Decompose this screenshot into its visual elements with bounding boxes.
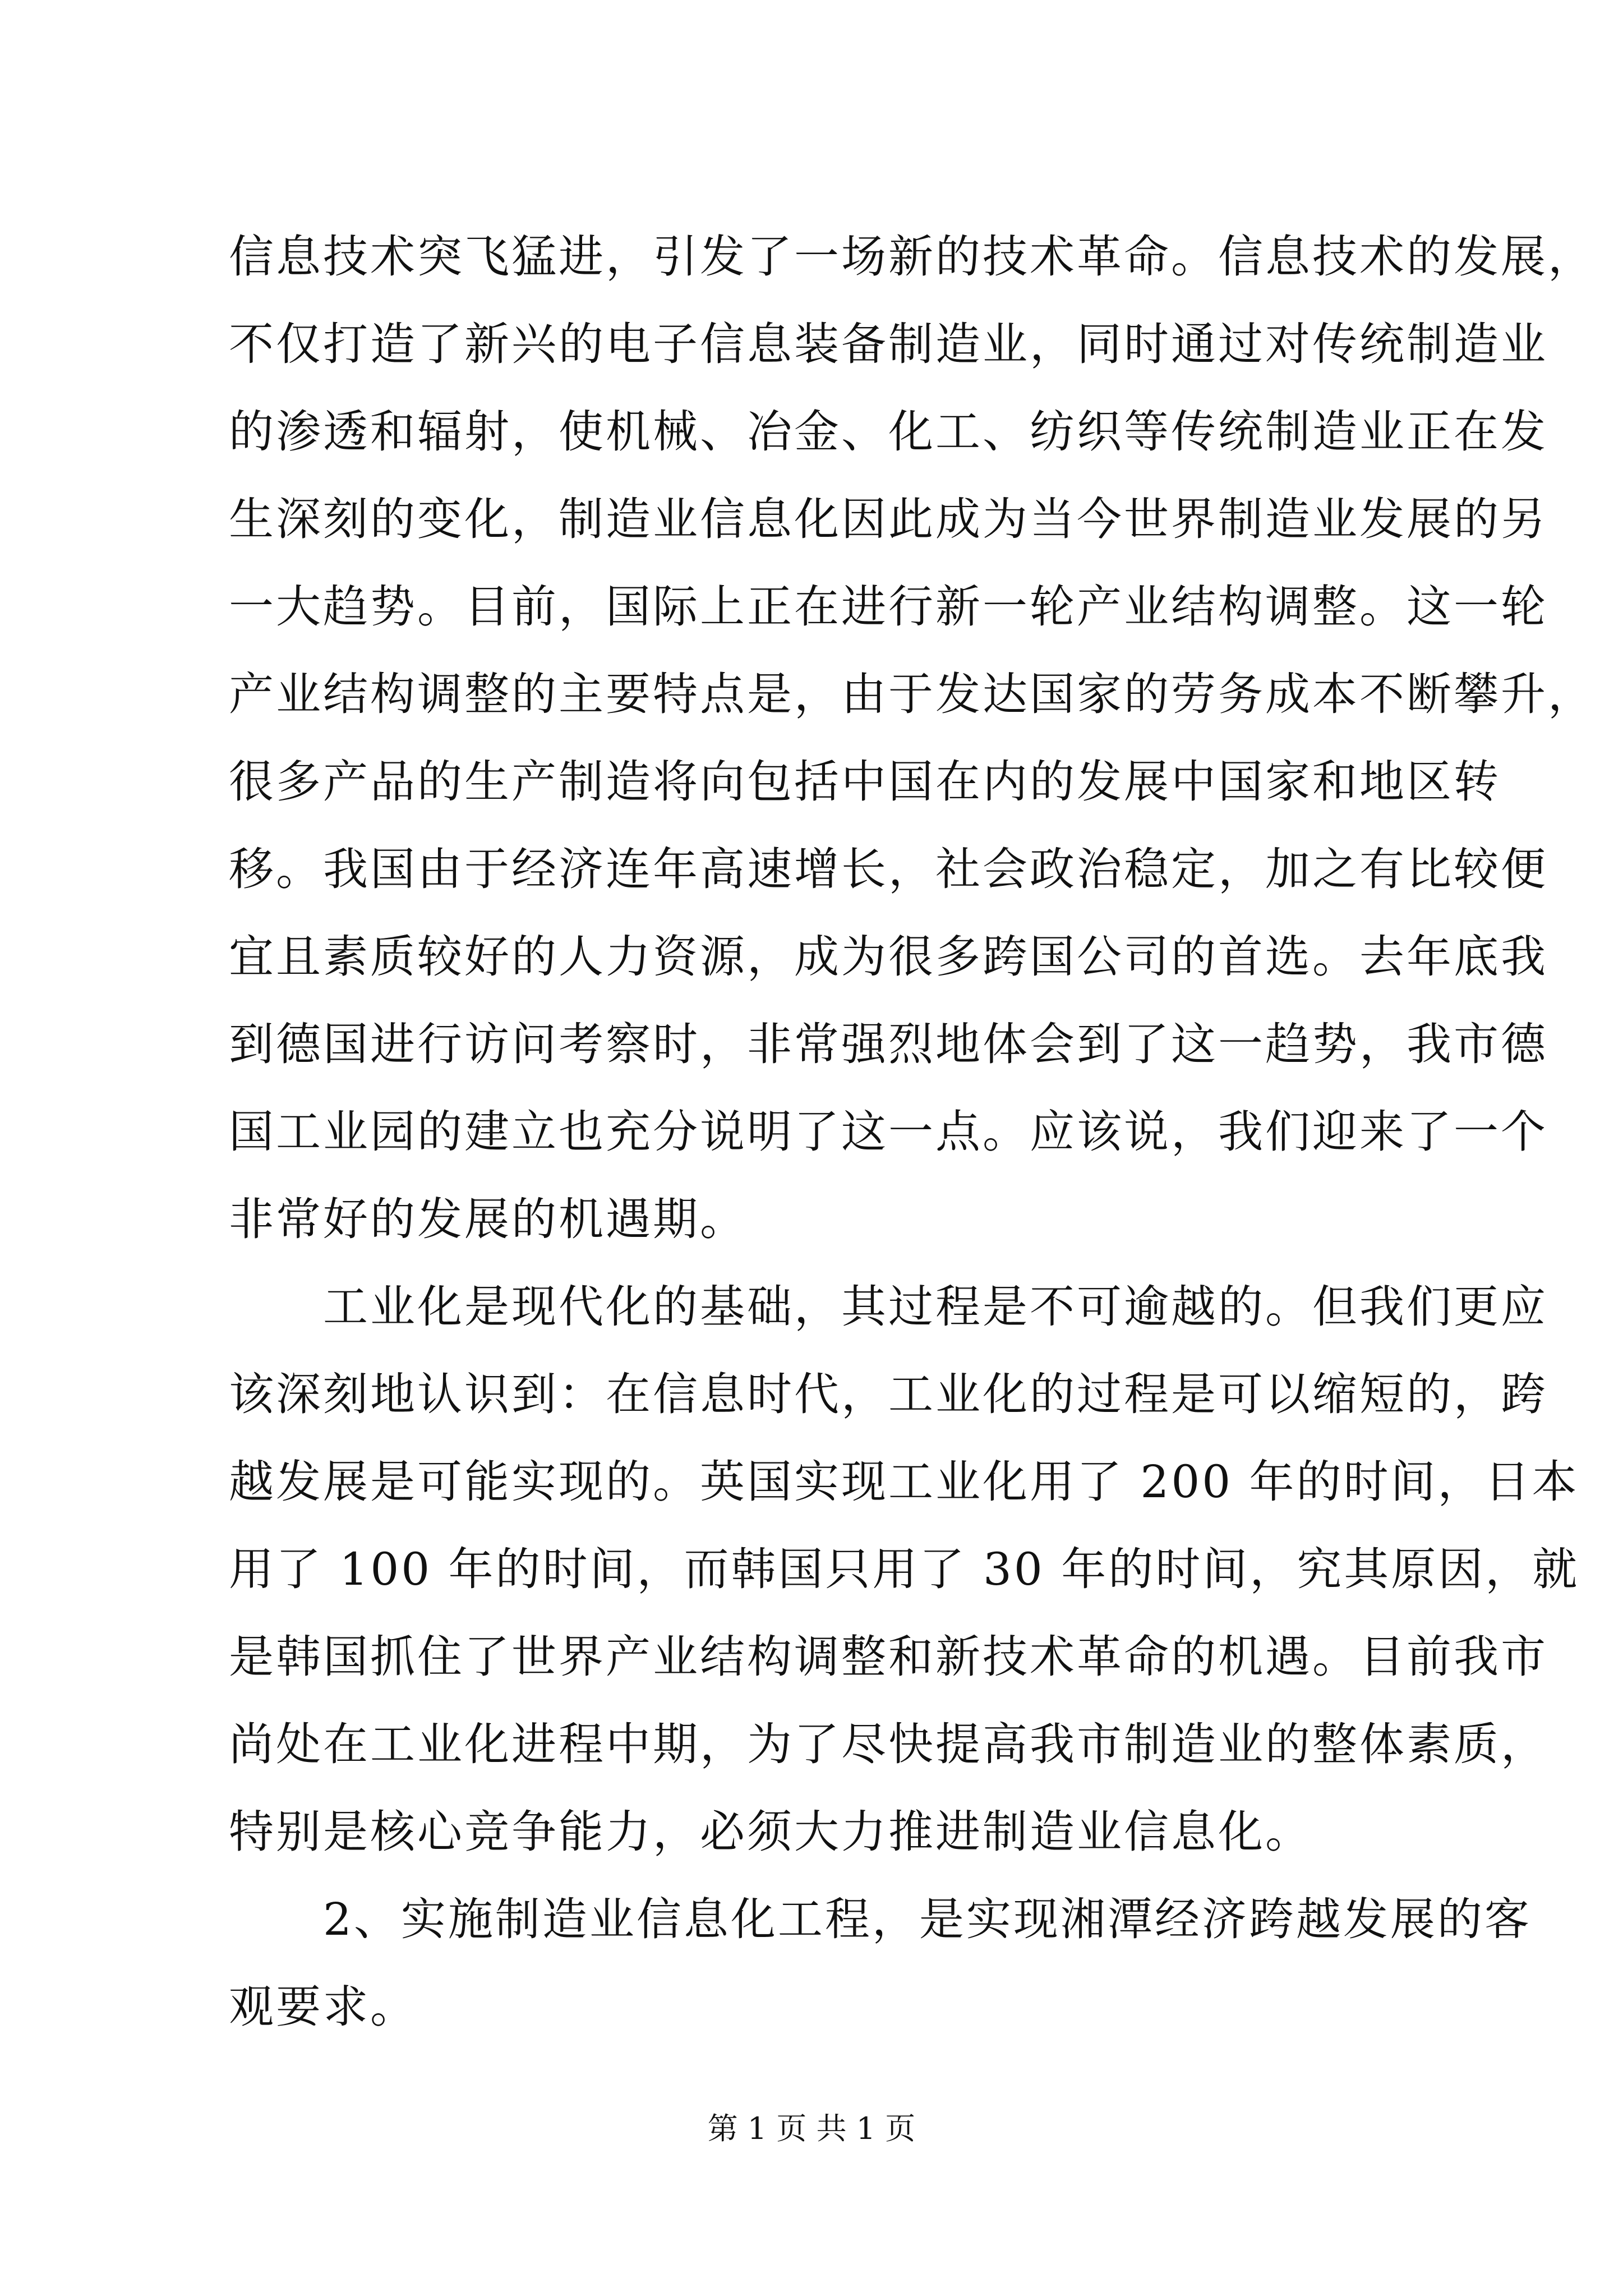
text-line: 不仅打造了新兴的电子信息装备制造业，同时通过对传统制造业 — [229, 318, 1548, 370]
page-number: 第 1 页 共 1 页 — [707, 2111, 916, 2146]
text-line: 国工业园的建立也充分说明了这一点。应该说，我们迎来了一个 — [229, 1106, 1548, 1158]
text-line: 产业结构调整的主要特点是，由于发达国家的劳务成本不断攀升， — [229, 668, 1595, 720]
text-line: 是韩国抓住了世界产业结构调整和新技术革命的机遇。目前我市 — [229, 1631, 1548, 1683]
text-line: 生深刻的变化，制造业信息化因此成为当今世界制造业发展的另 — [229, 493, 1548, 545]
text-line: 移。我国由于经济连年高速增长，社会政治稳定，加之有比较便 — [229, 843, 1548, 895]
body-text — [229, 213, 1595, 2051]
text-line: 到德国进行访问考察时，非常强烈地体会到了这一趋势，我市德 — [229, 1018, 1548, 1070]
text-line: 很多产品的生产制造将向包括中国在内的发展中国家和地区转 — [229, 756, 1501, 808]
text-line: 一大趋势。目前，国际上正在进行新一轮产业结构调整。这一轮 — [229, 581, 1548, 633]
text-line: 用了 100 年的时间，而韩国只用了 30 年的时间，究其原因，就 — [229, 1543, 1580, 1595]
text-line: 尚处在工业化进程中期，为了尽快提高我市制造业的整体素质， — [229, 1718, 1548, 1770]
text-line: 宜且素质较好的人力资源，成为很多跨国公司的首选。去年底我 — [229, 931, 1548, 983]
text-line: 非常好的发展的机遇期。 — [229, 1193, 747, 1245]
page-footer — [0, 2109, 1623, 2148]
text-line: 越发展是可能实现的。英国实现工业化用了 200 年的时间，日本 — [229, 1456, 1579, 1508]
text-line: 观要求。 — [229, 1981, 417, 2033]
text-line: 的渗透和辐射，使机械、冶金、化工、纺织等传统制造业正在发 — [229, 406, 1548, 458]
text-line: 工业化是现代化的基础，其过程是不可逾越的。但我们更应 — [229, 1281, 1548, 1333]
text-line: 特别是核心竞争能力，必须大力推进制造业信息化。 — [229, 1806, 1312, 1858]
text-line: 2、实施制造业信息化工程，是实现湘潭经济跨越发展的客 — [229, 1893, 1532, 1945]
text-line: 信息技术突飞猛进，引发了一场新的技术革命。信息技术的发展， — [229, 231, 1595, 283]
text-line: 该深刻地认识到：在信息时代，工业化的过程是可以缩短的，跨 — [229, 1368, 1548, 1420]
